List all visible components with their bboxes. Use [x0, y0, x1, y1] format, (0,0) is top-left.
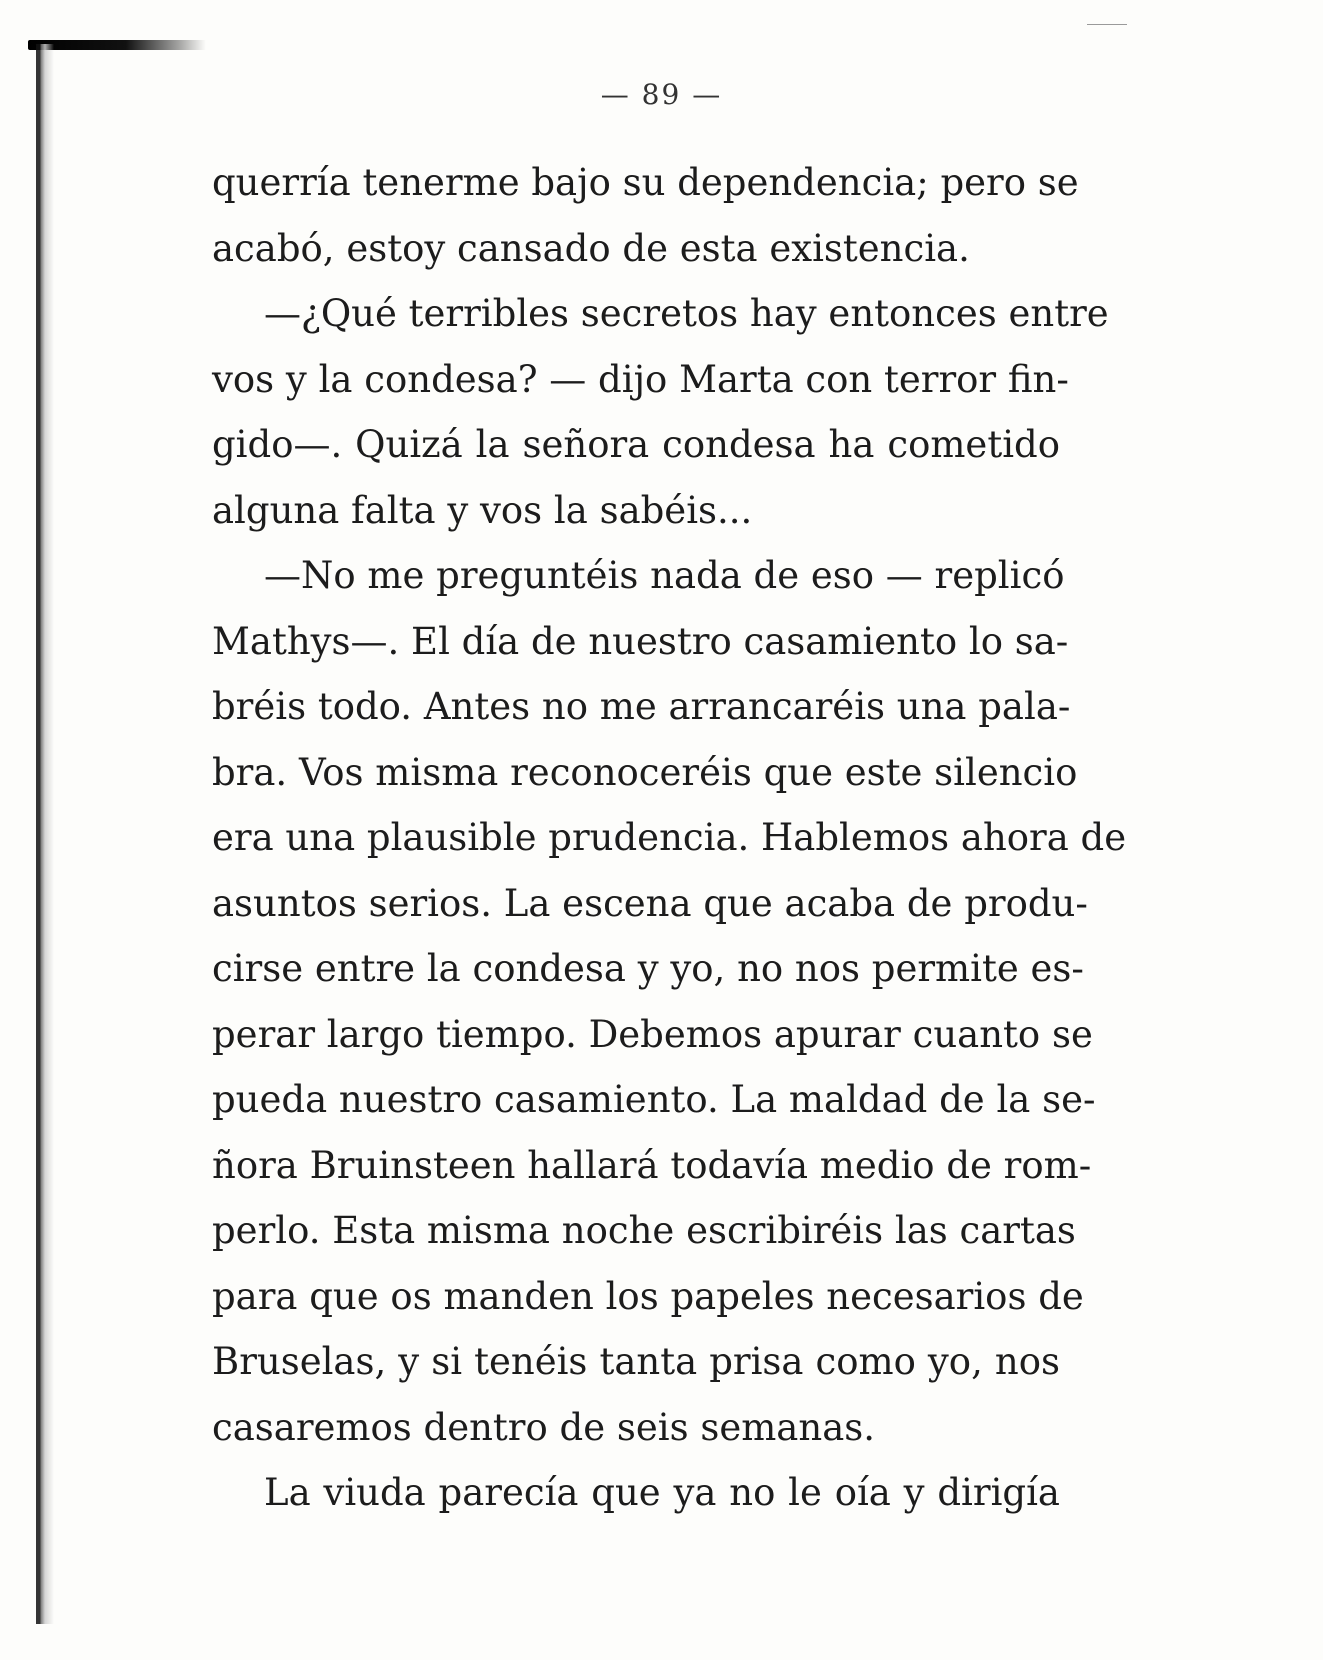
text-line: asuntos serios. La escena que acaba de produ- — [212, 881, 1088, 925]
text-line: —¿Qué terribles secretos hay entonces entre — [264, 292, 1109, 335]
text-line: querría tenerme bajo su dependencia; pero se — [212, 161, 1079, 204]
text-line: acabó, estoy cansado de esta existencia. — [212, 226, 970, 270]
text-line: vos y la condesa? — dijo Marta con terror fin- — [212, 357, 1069, 401]
text-line: La viuda parecía que ya no le oía y dirigía — [264, 1471, 1060, 1514]
text-line: Bruselas, y si tenéis tanta prisa como yo, nos — [212, 1340, 1060, 1383]
text-line: Mathys—. El día de nuestro casamiento lo sa- — [212, 619, 1069, 663]
body-text — [212, 150, 1127, 1526]
text-line: era una plausible prudencia. Hablemos ahora de — [212, 816, 1127, 859]
binding-edge — [36, 44, 54, 1624]
text-line: gido—. Quizá la señora condesa ha cometido — [212, 423, 1060, 466]
text-line: alguna falta y vos la sabéis... — [212, 488, 753, 532]
binding-top-rule — [28, 40, 206, 50]
text-line: bréis todo. Antes no me arrancaréis una pala- — [212, 685, 1071, 728]
text-line: bra. Vos misma reconoceréis que este silencio — [212, 750, 1078, 794]
text-line: para que os manden los papeles necesarios de — [212, 1274, 1084, 1318]
page-number: — 89 — — [600, 78, 723, 111]
text-line: perlo. Esta misma noche escribiréis las cartas — [212, 1209, 1076, 1252]
scan-corner-mark — [1087, 24, 1127, 25]
text-line: casaremos dentro de seis semanas. — [212, 1405, 876, 1449]
text-line: ñora Bruinsteen hallará todavía medio de rom- — [212, 1143, 1092, 1187]
text-line: cirse entre la condesa y yo, no nos permite es- — [212, 947, 1084, 990]
text-line: —No me preguntéis nada de eso — replicó — [264, 554, 1065, 597]
text-line: perar largo tiempo. Debemos apurar cuanto se — [212, 1012, 1093, 1056]
text-line: pueda nuestro casamiento. La maldad de la se- — [212, 1078, 1096, 1121]
